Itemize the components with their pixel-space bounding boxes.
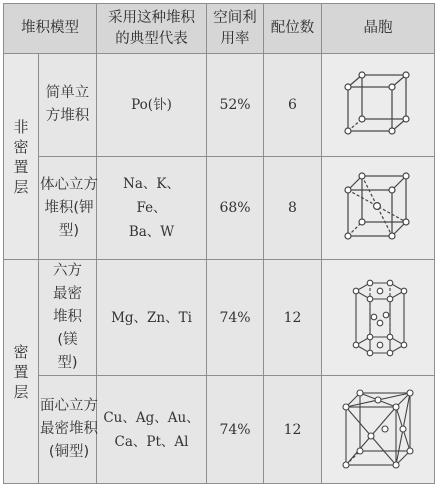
header-coordination: 配位数 bbox=[264, 4, 322, 54]
body-centered-cubic-cell-icon bbox=[338, 166, 418, 250]
face-centered-cubic-cell-icon bbox=[336, 383, 420, 477]
representative-cell: Mg、Zn、Ti bbox=[97, 260, 207, 376]
utilization-cell: 52% bbox=[207, 54, 264, 157]
coordination-cell: 8 bbox=[264, 157, 322, 260]
crystal-cell bbox=[322, 54, 435, 157]
utilization-cell: 74% bbox=[207, 376, 264, 484]
simple-cubic-cell-icon bbox=[338, 65, 418, 145]
coordination-cell: 12 bbox=[264, 376, 322, 484]
category-close-packed: 密置层 bbox=[4, 260, 39, 484]
table-row bbox=[4, 157, 435, 260]
utilization-cell: 68% bbox=[207, 157, 264, 260]
hexagonal-close-packed-cell-icon bbox=[338, 271, 418, 365]
header-crystal: 晶胞 bbox=[322, 4, 435, 54]
header-model: 堆积模型 bbox=[4, 4, 97, 54]
model-name: 面心立方最密堆积(铜型) bbox=[39, 376, 97, 484]
crystal-cell bbox=[322, 376, 435, 484]
header-utilization: 空间利用率 bbox=[207, 4, 264, 54]
coordination-cell: 12 bbox=[264, 260, 322, 376]
category-non-close-packed: 非密置层 bbox=[4, 54, 39, 260]
model-name: 体心立方堆积(钾型) bbox=[39, 157, 97, 260]
representative-cell: Cu、Ag、Au、Ca、Pt、Al bbox=[97, 376, 207, 484]
coordination-cell: 6 bbox=[264, 54, 322, 157]
model-name: 简单立方堆积 bbox=[39, 54, 97, 157]
header-row bbox=[4, 4, 435, 54]
packing-model-table bbox=[3, 3, 435, 484]
table-row bbox=[4, 376, 435, 484]
representative-cell: Po(钋) bbox=[97, 54, 207, 157]
crystal-cell bbox=[322, 157, 435, 260]
table-row bbox=[4, 54, 435, 157]
representative-cell: Na、K、Fe、Ba、W bbox=[97, 157, 207, 260]
model-name: 六方最密堆积(镁型) bbox=[39, 260, 97, 376]
header-representative: 采用这种堆积的典型代表 bbox=[97, 4, 207, 54]
utilization-cell: 74% bbox=[207, 260, 264, 376]
table-row bbox=[4, 260, 435, 376]
crystal-cell bbox=[322, 260, 435, 376]
